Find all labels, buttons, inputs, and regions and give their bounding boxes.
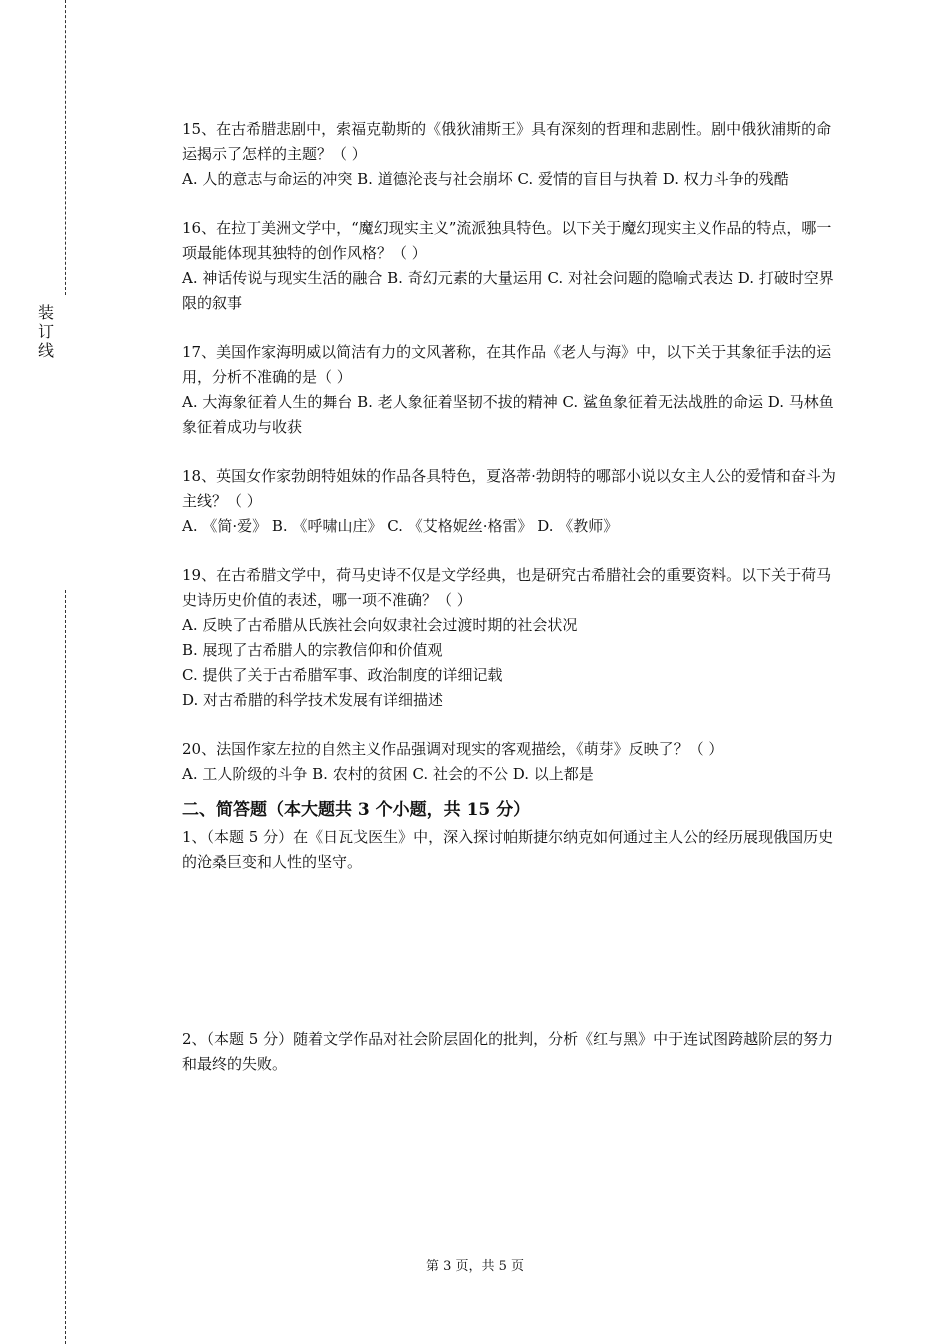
question-19 xyxy=(182,563,842,713)
question-text: 16、在拉丁美洲文学中，“魔幻现实主义”流派独具特色。以下关于魔幻现实主义作品的特点，哪一项最能体现其独特的创作风格？（ ） xyxy=(182,219,832,262)
section-2-title: 二、简答题（本大题共 3 个小题，共 15 分） xyxy=(182,800,531,820)
question-20 xyxy=(182,737,842,787)
question-15 xyxy=(182,117,842,192)
exam-content xyxy=(182,117,842,1077)
question-options: A. 人的意志与命运的冲突 B. 道德沦丧与社会崩坏 C. 爱情的盲目与执着 D. 权力斗争的残酷 xyxy=(182,170,789,188)
question-options: A. 神话传说与现实生活的融合 B. 奇幻元素的大量运用 C. 对社会问题的隐喻式表达 D. 打破时空界限的叙事 xyxy=(182,269,834,312)
question-options: A. 大海象征着人生的舞台 B. 老人象征着坚韧不拔的精神 C. 鲨鱼象征着无法战胜的命运 D. 马林鱼象征着成功与收获 xyxy=(182,393,834,436)
question-text: 15、在古希腊悲剧中，索福克勒斯的《俄狄浦斯王》具有深刻的哲理和悲剧性。剧中俄狄浦斯的命运揭示了怎样的主题？（ ） xyxy=(182,120,832,163)
binding-char: 线 xyxy=(37,341,54,360)
binding-label xyxy=(36,303,56,360)
short-answer-2: 2、（本题 5 分）随着文学作品对社会阶层固化的批判，分析《红与黑》中于连试图跨越阶层的努力和最终的失败。 xyxy=(182,1030,834,1073)
question-17 xyxy=(182,340,842,440)
question-text: 17、美国作家海明威以简洁有力的文风著称，在其作品《老人与海》中，以下关于其象征手法的运用，分析不准确的是（ ） xyxy=(182,343,832,386)
binding-line-bottom xyxy=(65,590,66,1344)
option-c: C. 提供了关于古希腊军事、政治制度的详细记载 xyxy=(182,666,503,684)
binding-char: 订 xyxy=(37,322,54,341)
option-a: A. 反映了古希腊从氏族社会向奴隶社会过渡时期的社会状况 xyxy=(182,616,578,634)
binding-line-top xyxy=(65,0,66,295)
short-answer-1: 1、（本题 5 分）在《日瓦戈医生》中，深入探讨帕斯捷尔纳克如何通过主人公的经历展现俄国历史的沧桑巨变和人性的坚守。 xyxy=(182,828,834,871)
question-text: 19、在古希腊文学中，荷马史诗不仅是文学经典，也是研究古希腊社会的重要资料。以下关于荷马史诗历史价值的表述，哪一项不准确？（ ） xyxy=(182,566,832,609)
option-b: B. 展现了古希腊人的宗教信仰和价值观 xyxy=(182,641,443,659)
page-footer: 第 3 页，共 5 页 xyxy=(425,1259,525,1274)
question-text: 18、英国女作家勃朗特姐妹的作品各具特色，夏洛蒂·勃朗特的哪部小说以女主人公的爱情和奋斗为主线？（ ） xyxy=(182,467,836,510)
question-16 xyxy=(182,216,842,316)
question-options: A. 《简·爱》 B. 《呼啸山庄》 C. 《艾格妮丝·格雷》 D. 《教师》 xyxy=(182,517,619,535)
question-18 xyxy=(182,464,842,539)
option-d: D. 对古希腊的科学技术发展有详细描述 xyxy=(182,691,444,709)
question-text: 20、法国作家左拉的自然主义作品强调对现实的客观描绘，《萌芽》反映了？（ ） xyxy=(182,740,724,758)
question-options: A. 工人阶级的斗争 B. 农村的贫困 C. 社会的不公 D. 以上都是 xyxy=(182,765,594,783)
binding-char: 装 xyxy=(37,303,54,322)
